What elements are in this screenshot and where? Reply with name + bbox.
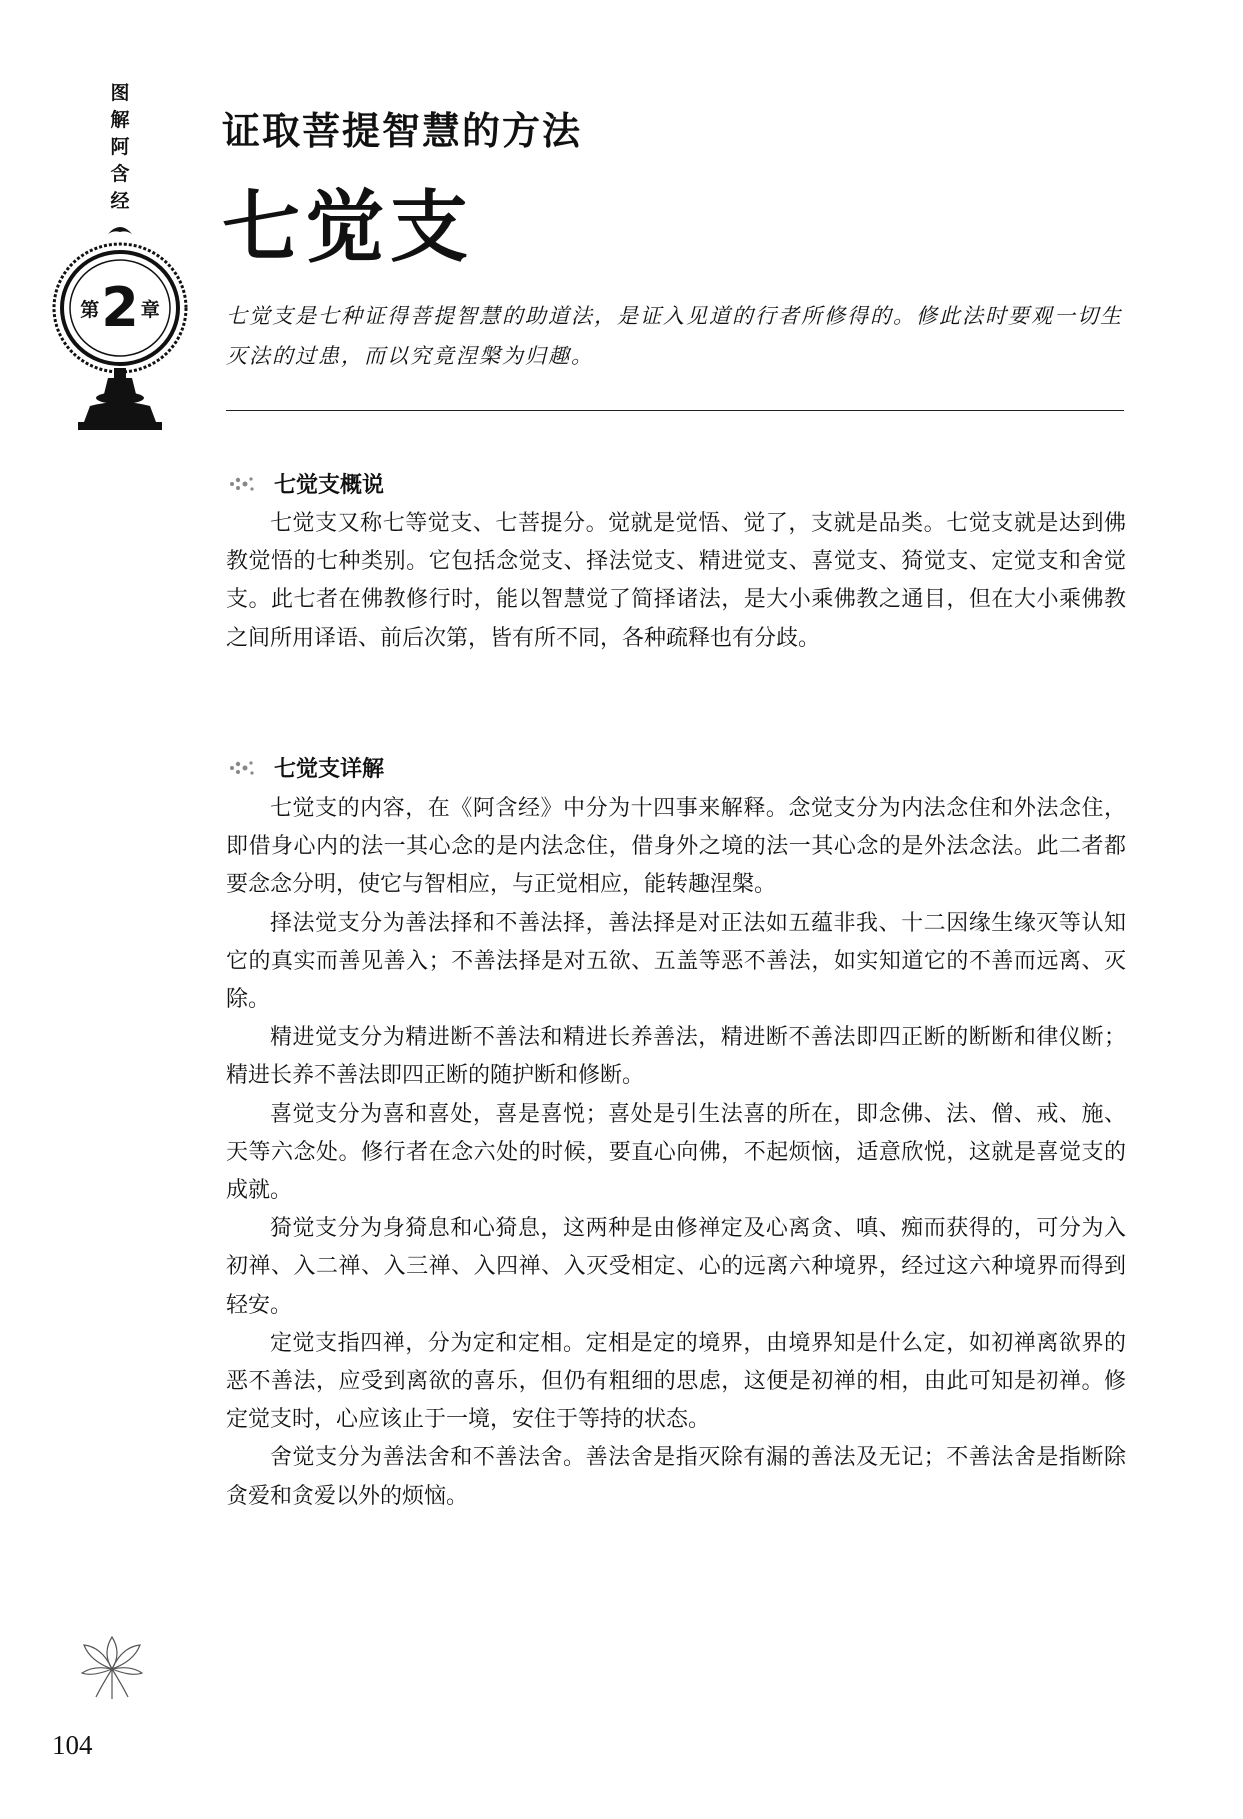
paragraph: 精进觉支分为精进断不善法和精进长养善法，精进断不善法即四正断的断断和律仪断；精进长养不善法即四正断的随护断和修断。 — [226, 1025, 1126, 1089]
section-heading — [226, 752, 384, 783]
leaf-ornament-icon — [226, 757, 266, 779]
page-subtitle: 证取菩提智慧的方法 — [222, 108, 583, 153]
side-char: 解 — [110, 109, 130, 131]
page-number: 104 — [52, 1730, 93, 1760]
paragraph: 七觉支又称七等觉支、七菩提分。觉就是觉悟、觉了，支就是品类。七觉支就是达到佛教觉悟的七种类别。它包括念觉支、择法觉支、精进觉支、喜觉支、猗觉支、定觉支和舍觉支。此七者在佛教修行时，能以智慧觉了简择诸法，是大小乘佛教之通目，但在大小乘佛教之间所用译语、前后次第，皆有所不同，各种疏释也有分歧。 — [226, 511, 1126, 651]
page-title: 七觉支 — [222, 182, 475, 273]
paragraph: 舍觉支分为善法舍和不善法舍。善法舍是指灭除有漏的善法及无记；不善法舍是指断除贪爱和贪爱以外的烦恼。 — [226, 1445, 1126, 1509]
paragraph: 喜觉支分为喜和喜处，喜是喜悦；喜处是引生法喜的所在，即念佛、法、僧、戒、施、天等六念处。修行者在念六处的时候，要直心向佛，不起烦恼，适意欣悦，这就是喜觉支的成就。 — [226, 1101, 1126, 1204]
section-body — [226, 505, 1126, 658]
paragraph: 定觉支指四禅，分为定和定相。定相是定的境界，由境界知是什么定，如初禅离欲界的恶不善法，应受到离欲的喜乐，但仍有粗细的思虑，这便是初禅的相，由此可知是初禅。修定觉支时，心应该止于一境，安住于等持的状态。 — [226, 1330, 1126, 1433]
section-heading-text: 七觉支概说 — [274, 473, 385, 498]
section-heading — [226, 468, 384, 499]
section-heading-text: 七觉支详解 — [274, 757, 385, 782]
intro-text: 七觉支是七种证得菩提智慧的助道法，是证入见道的行者所修得的。修此法时要观一切生灭法的过患，而以究竟涅槃为归趣。 — [226, 304, 1123, 368]
side-char: 图 — [110, 82, 130, 104]
chapter-suffix: 章 — [140, 298, 160, 321]
section-body — [226, 790, 1126, 1516]
book-side-label — [100, 80, 140, 215]
side-char: 含 — [110, 163, 130, 185]
leaf-ornament-icon — [226, 473, 266, 495]
divider — [226, 410, 1124, 411]
paragraph: 择法觉支分为善法择和不善法择，善法择是对正法如五蕴非我、十二因缘生缘灭等认知它的真实而善见善入；不善法择是对五欲、五盖等恶不善法，如实知道它的不善而远离、灭除。 — [226, 910, 1126, 1013]
side-char: 经 — [110, 190, 130, 212]
lotus-flower-icon — [72, 1625, 152, 1705]
paragraph: 猗觉支分为身猗息和心猗息，这两种是由修禅定及心离贪、嗔、痴而获得的，可分为入初禅、入二禅、入三禅、入四禅、入灭受相定、心的远离六种境界，经过这六种境界而得到轻安。 — [226, 1216, 1126, 1318]
chapter-label — [66, 276, 174, 339]
paragraph: 七觉支的内容，在《阿含经》中分为十四事来解释。念觉支分为内法念住和外法念住，即借身心内的法一其心念的是内法念住，借身外之境的法一其心念的是外法念法。此二者都要念念分明，使它与智相应，与正觉相应，能转趣涅槃。 — [226, 796, 1126, 898]
side-char: 阿 — [110, 136, 130, 158]
chapter-number: 2 — [101, 276, 139, 339]
chapter-prefix: 第 — [80, 298, 100, 321]
